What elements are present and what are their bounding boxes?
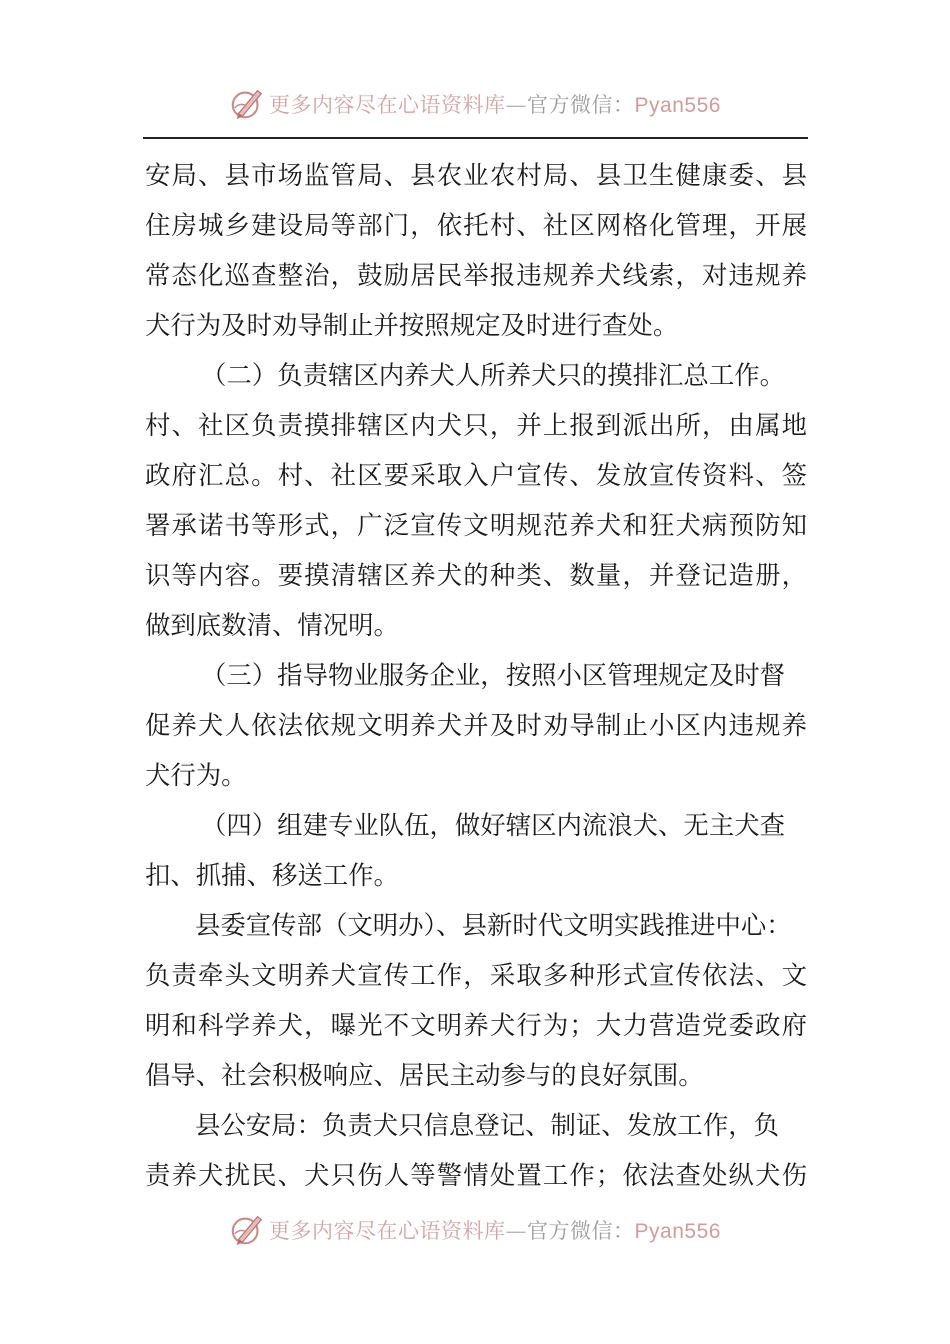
header-banner-text [269,89,721,119]
pen-logo-icon [229,1211,267,1249]
text-line: 促养犬人依法依规文明养犬并及时劝导制止小区内违规养 [145,710,807,740]
text-line: （三）指导物业服务企业，按照小区管理规定及时督 [201,660,785,690]
text-line: 明和科学养犬，曝光不文明养犬行为；大力营造党委政府 [145,1010,807,1040]
footer-banner [0,1208,950,1252]
header-banner [0,82,950,126]
text-line: 做到底数清、情况明。 [145,610,399,640]
text-line: 识等内容。要摸清辖区养犬的种类、数量，并登记造册， [145,560,807,590]
text-line: 犬行为。 [145,760,247,790]
text-line: 住房城乡建设局等部门，依托村、社区网格化管理，开展 [145,210,807,240]
text-line: 县委宣传部（文明办）、县新时代文明实践推进中心： [195,910,792,940]
footer-banner-text [269,1215,721,1245]
text-line: 扣、抓捕、移送工作。 [145,860,399,890]
text-line: 村、社区负责摸排辖区内犬只，并上报到派出所，由属地 [145,410,807,440]
text-line: 县公安局：负责犬只信息登记、制证、发放工作，负 [195,1110,779,1140]
footer-wechat-label: 官方微信： [527,1219,635,1243]
text-line: 署承诺书等形式，广泛宣传文明规范养犬和狂犬病预防知 [145,510,807,540]
text-line: （二）负责辖区内养犬人所养犬只的摸排汇总工作。 [201,360,785,390]
text-line: 责养犬扰民、犬只伤人等警情处置工作；依法查处纵犬伤 [145,1160,807,1190]
text-line: 常态化巡查整治，鼓励居民举报违规养犬线索，对违规养 [145,260,807,290]
text-line: 安局、县市场监管局、县农业农村局、县卫生健康委、县 [145,160,807,190]
text-line: 政府汇总。村、社区要采取入户宣传、发放宣传资料、签 [145,460,807,490]
text-line: 负责牵头文明养犬宣传工作，采取多种形式宣传依法、文 [145,960,807,990]
header-dash: — [505,93,528,117]
text-line: 倡导、社会积极响应、居民主动参与的良好氛围。 [145,1060,704,1090]
text-line: （四）组建专业队伍，做好辖区内流浪犬、无主犬查 [201,810,785,840]
header-brand: 更多内容尽在心语资料库 [269,93,506,117]
document-body [145,150,807,1200]
footer-wechat-id: Pyan556 [634,1220,721,1243]
header-wechat-id: Pyan556 [634,94,721,117]
header-wechat-label: 官方微信： [527,93,635,117]
footer-dash: — [505,1219,528,1243]
header-divider [143,137,808,139]
text-line: 犬行为及时劝导制止并按照规定及时进行查处。 [145,310,679,340]
pen-logo-icon [229,85,267,123]
footer-brand: 更多内容尽在心语资料库 [269,1219,506,1243]
